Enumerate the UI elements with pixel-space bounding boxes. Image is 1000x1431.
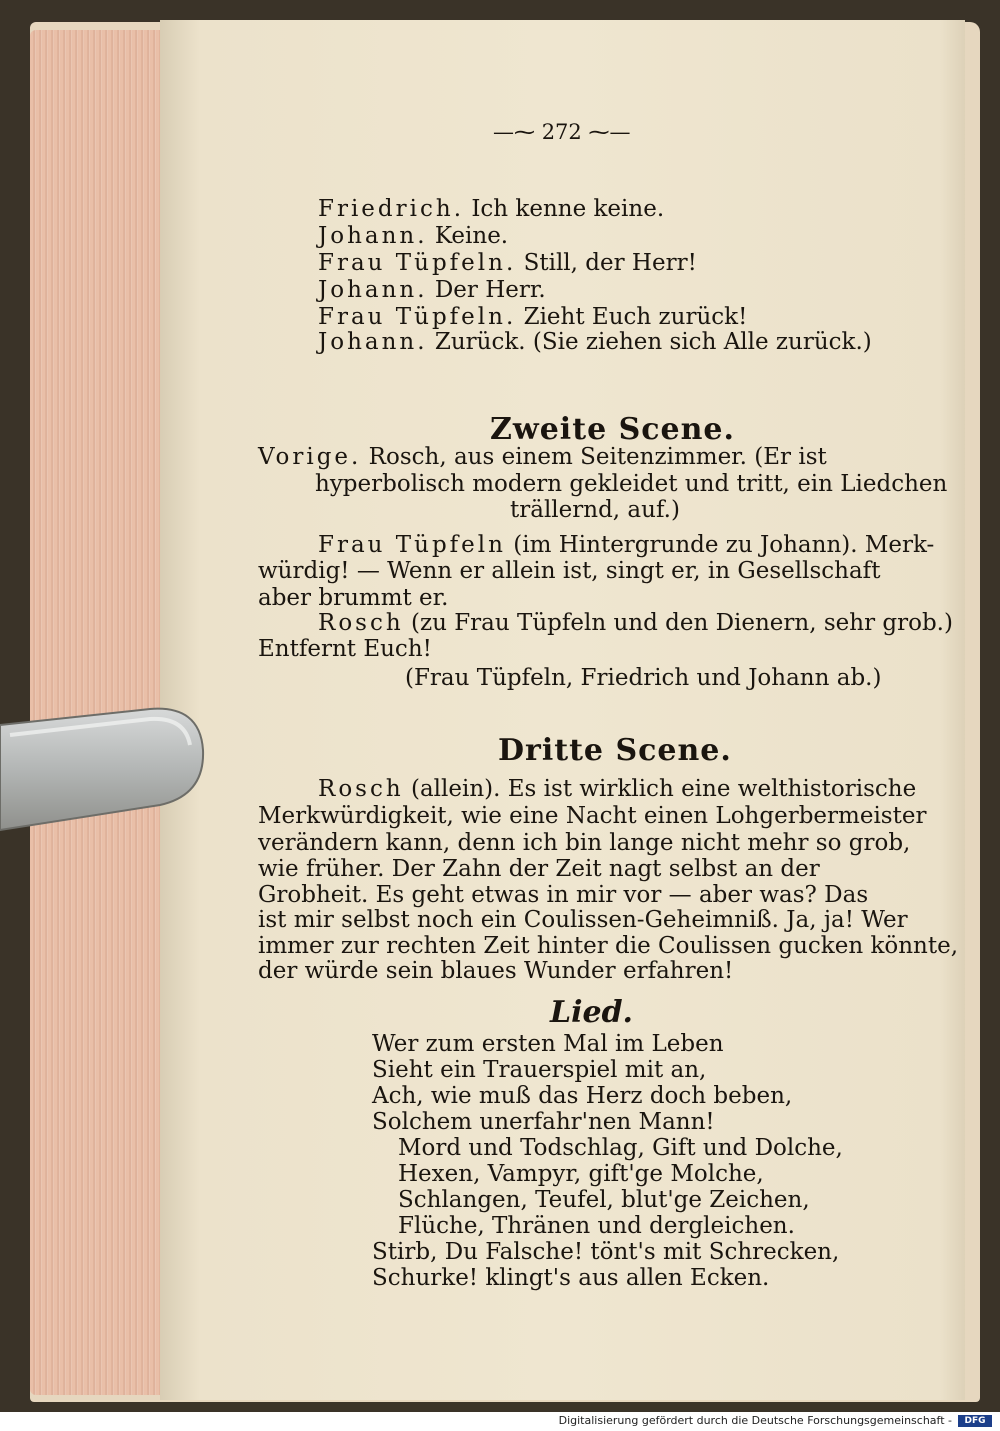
song-heading: Lied. (550, 995, 633, 1030)
verse-line-indented: Mord und Todschlag, Gift und Dolche, (398, 1135, 843, 1161)
verse-line-indented: Flüche, Thränen und dergleichen. (398, 1213, 795, 1239)
speaker-name: Frau Tüpfeln. (318, 250, 517, 276)
speech-line: wie früher. Der Zahn der Zeit nagt selbst an der (258, 856, 820, 882)
scene-heading-3: Dritte Scene. (498, 733, 732, 768)
dialogue-text: Zurück. (Sie ziehen sich Alle zurück.) (434, 329, 872, 355)
speaker-name: Vorige. (258, 444, 362, 470)
verse-line: Schurke! klingt's aus allen Ecken. (372, 1265, 770, 1291)
footer-credit: Digitalisierung gefördert durch die Deutsche Forschungsgemeinschaft - (558, 1414, 952, 1427)
speech-line: aber brummt er. (258, 585, 449, 611)
speaker-name: Johann. (318, 223, 428, 249)
speaker-name: Friedrich. (318, 196, 464, 222)
speech-line: der würde sein blaues Wunder erfahren! (258, 958, 734, 984)
speaker-name: Johann. (318, 277, 428, 303)
ornament-right: ⁓— (588, 120, 631, 144)
speaker-name: Rosch (318, 610, 404, 636)
dialogue-line (318, 250, 697, 277)
dialogue-line (318, 277, 546, 304)
speech-text: (im Hintergrunde zu Johann). Merk- (513, 532, 935, 558)
page-number-row (493, 120, 630, 144)
cast-line: trällernd, auf.) (510, 497, 680, 523)
dialogue-text: Der Herr. (434, 277, 546, 303)
verse-line-indented: Schlangen, Teufel, blut'ge Zeichen, (398, 1187, 810, 1213)
dialogue-line (318, 304, 747, 331)
speech-line: Grobheit. Es geht etwas in mir vor — aber was? Das (258, 882, 869, 908)
speech-line (318, 532, 934, 559)
cast-line: hyperbolisch modern gekleidet und tritt, ein Liedchen (315, 471, 948, 497)
verse-line: Ach, wie muß das Herz doch beben, (372, 1083, 793, 1109)
verse-line: Wer zum ersten Mal im Leben (372, 1031, 724, 1057)
verse-line: Solchem unerfahr'nen Mann! (372, 1109, 715, 1135)
dialogue-text: Still, der Herr! (523, 250, 697, 276)
speech-line (318, 776, 916, 803)
dialogue-line (318, 223, 508, 250)
cast-text: Rosch, aus einem Seitenzimmer. (Er ist (368, 444, 827, 470)
speech-line: immer zur rechten Zeit hinter die Coulissen gucken könnte, (258, 933, 959, 959)
stage-direction: (Frau Tüpfeln, Friedrich und Johann ab.) (405, 665, 882, 691)
dialogue-line (318, 329, 872, 356)
page-clip (0, 705, 205, 835)
speaker-name: Johann. (318, 329, 428, 355)
speech-line: Merkwürdigkeit, wie eine Nacht einen Lohgerbermeister (258, 803, 927, 829)
verse-line-indented: Hexen, Vampyr, gift'ge Molche, (398, 1161, 764, 1187)
ornament-left: —⁓ (493, 120, 542, 144)
dialogue-line (318, 196, 664, 223)
page-number: 272 (541, 120, 582, 144)
speech-text: (zu Frau Tüpfeln und den Dienern, sehr grob.) (410, 610, 953, 636)
speech-text: (allein). Es ist wirklich eine welthistorische (410, 776, 917, 802)
verse-line: Stirb, Du Falsche! tönt's mit Schrecken, (372, 1239, 840, 1265)
speech-line: ist mir selbst noch ein Coulissen-Geheimniß. Ja, ja! Wer (258, 907, 908, 933)
book-page (160, 20, 965, 1400)
speech-line (318, 610, 953, 637)
speaker-name: Rosch (318, 776, 404, 802)
dfg-logo: DFG (958, 1415, 992, 1427)
speech-line: Entfernt Euch! (258, 636, 432, 662)
scene-heading-2: Zweite Scene. (490, 412, 735, 447)
cast-line (258, 444, 827, 471)
dialogue-text: Zieht Euch zurück! (523, 304, 748, 330)
speaker-name: Frau Tüpfeln. (318, 304, 517, 330)
footer-bar (0, 1412, 1000, 1431)
dialogue-text: Ich kenne keine. (471, 196, 665, 222)
speech-line: würdig! — Wenn er allein ist, singt er, in Gesellschaft (258, 558, 881, 584)
dialogue-text: Keine. (434, 223, 509, 249)
speech-line: verändern kann, denn ich bin lange nicht mehr so grob, (258, 830, 911, 856)
speaker-name: Frau Tüpfeln (318, 532, 506, 558)
verse-line: Sieht ein Trauerspiel mit an, (372, 1057, 707, 1083)
